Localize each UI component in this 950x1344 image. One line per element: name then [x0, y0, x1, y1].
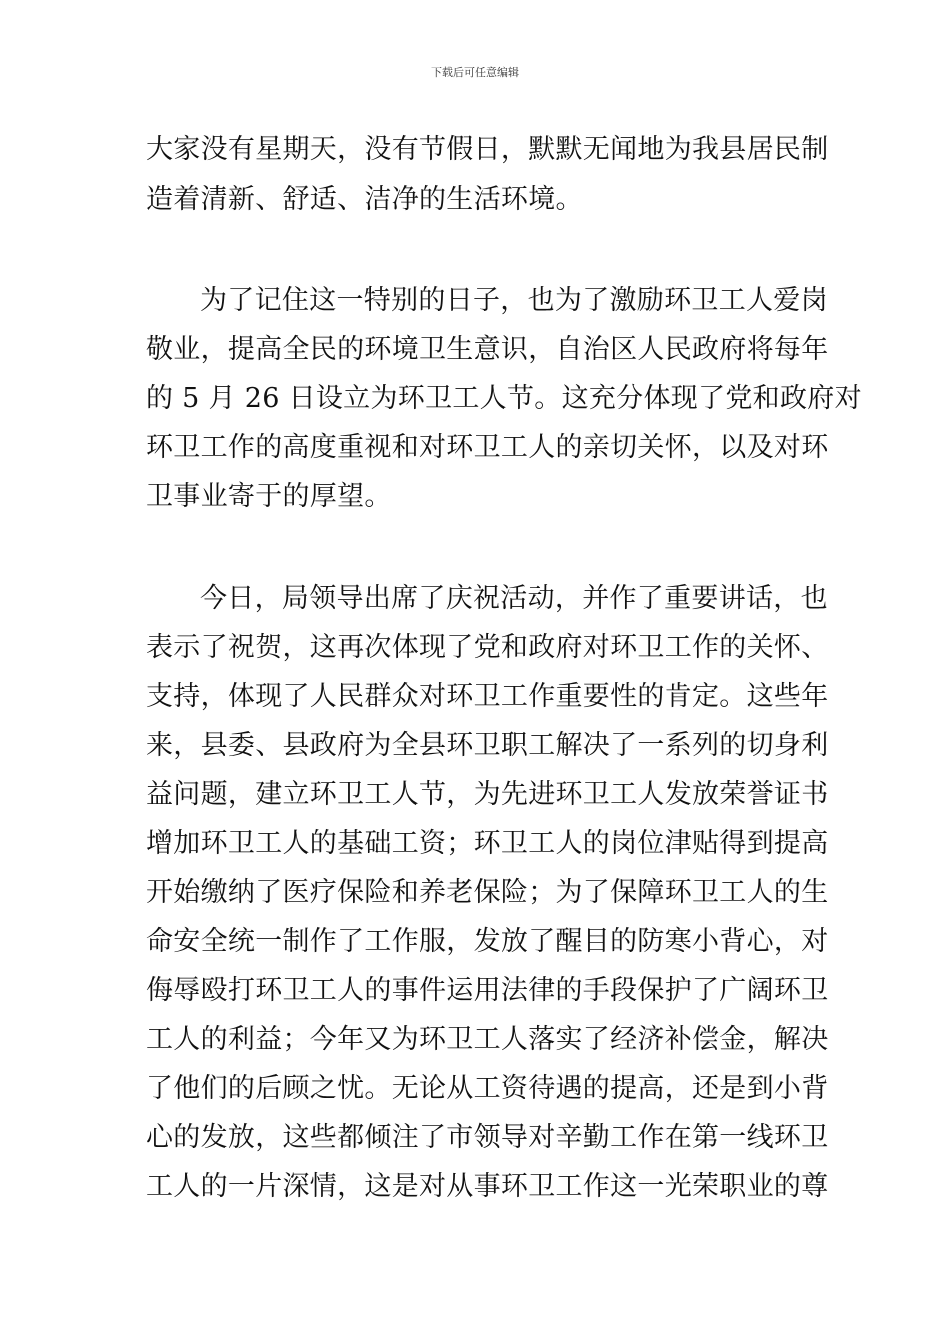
- text-line: 造着清新、舒适、洁净的生活环境。: [146, 184, 583, 215]
- text-line: 来，县委、县政府为全县环卫职工解决了一系列的切身利: [146, 730, 829, 761]
- text-line: 的 5 月 26 日设立为环卫工人节。这充分体现了党和政府对: [146, 383, 862, 414]
- text-line: 大家没有星期天，没有节假日，默默无闻地为我县居民制: [146, 134, 829, 165]
- text-line: 为了记住这一特别的日子，也为了激励环卫工人爱岗: [200, 285, 828, 316]
- text-line: 敬业，提高全民的环境卫生意识，自治区人民政府将每年: [146, 334, 829, 365]
- text-line: 卫事业寄于的厚望。: [146, 481, 392, 512]
- text-line: 工人的利益；今年又为环卫工人落实了经济补偿金，解决: [146, 1024, 829, 1055]
- page-header: 下载后可任意编辑: [431, 66, 519, 79]
- text-line: 侮辱殴打环卫工人的事件运用法律的手段保护了广阔环卫: [146, 975, 829, 1006]
- text-line: 益问题，建立环卫工人节，为先进环卫工人发放荣誉证书: [146, 779, 829, 810]
- text-line: 了他们的后顾之忧。无论从工资待遇的提高，还是到小背: [146, 1073, 829, 1104]
- text-line: 心的发放，这些都倾注了市领导对辛勤工作在第一线环卫: [146, 1122, 829, 1153]
- text-line: 今日，局领导出席了庆祝活动，并作了重要讲话，也: [200, 583, 828, 614]
- text-line: 增加环卫工人的基础工资；环卫工人的岗位津贴得到提高: [146, 828, 829, 859]
- text-line: 开始缴纳了医疗保险和养老保险；为了保障环卫工人的生: [146, 877, 829, 908]
- text-line: 命安全统一制作了工作服，发放了醒目的防寒小背心，对: [146, 926, 829, 957]
- text-line: 表示了祝贺，这再次体现了党和政府对环卫工作的关怀、: [146, 632, 829, 663]
- text-line: 环卫工作的高度重视和对环卫工人的亲切关怀，以及对环: [146, 432, 829, 463]
- text-line: 工人的一片深情，这是对从事环卫工作这一光荣职业的尊: [146, 1171, 829, 1202]
- text-line: 支持，体现了人民群众对环卫工作重要性的肯定。这些年: [146, 681, 829, 712]
